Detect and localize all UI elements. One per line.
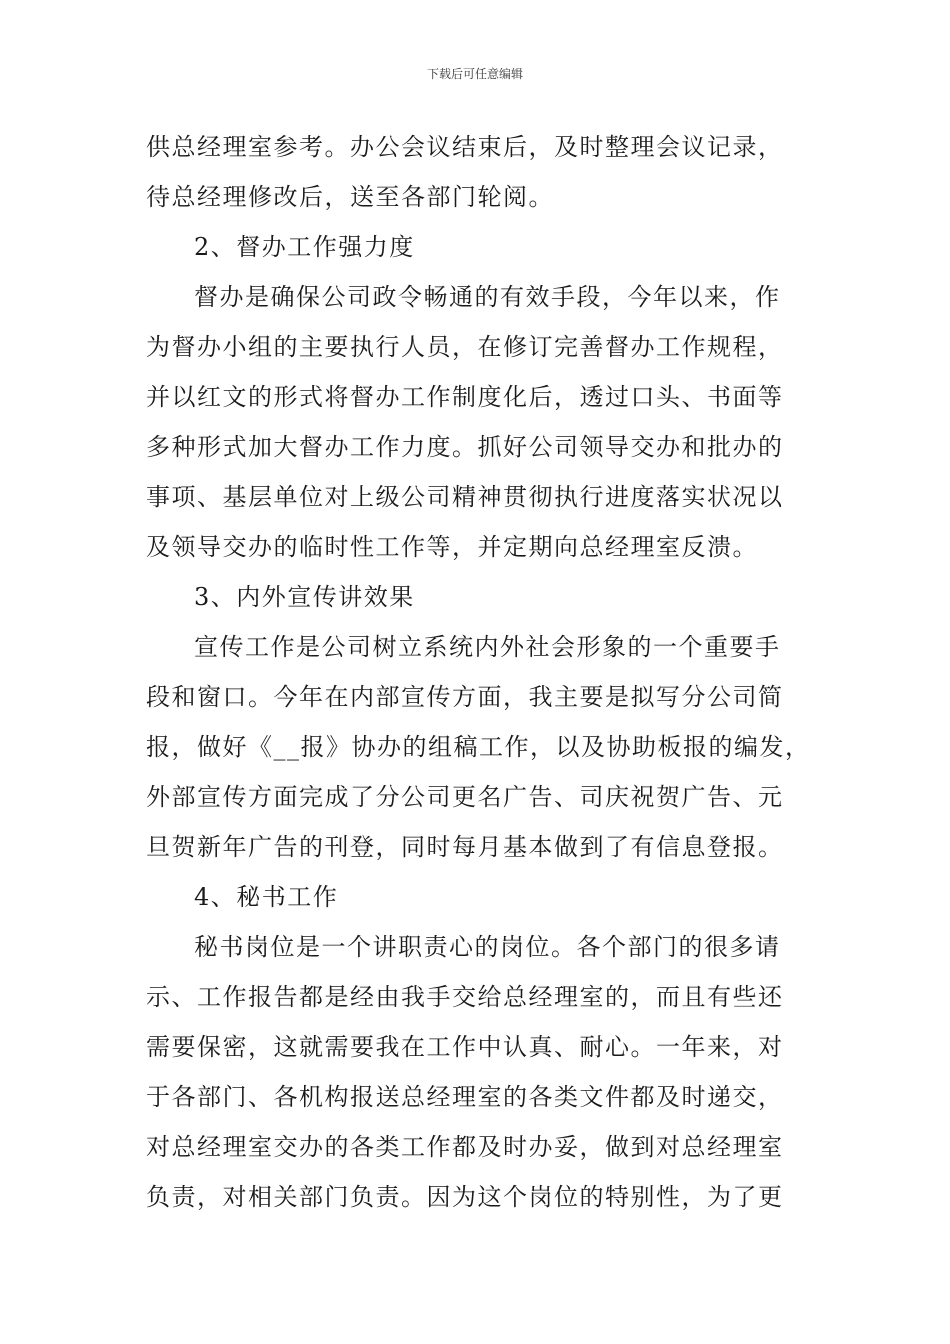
text-line: 对总经理室交办的各类工作都及时办妥，做到对总经理室 — [146, 1133, 784, 1161]
text-line: 2、督办工作强力度 — [194, 233, 415, 261]
text-line: 4、秘书工作 — [194, 883, 339, 911]
page-header: 下载后可任意编辑 — [426, 67, 523, 81]
text-line: 3、内外宣传讲效果 — [194, 583, 415, 611]
text-line: 报，做好《__报》协办的组稿工作，以及协助板报的编发， — [146, 733, 811, 761]
text-line: 段和窗口。今年在内部宣传方面，我主要是拟写分公司简 — [146, 683, 784, 711]
text-line: 供总经理室参考。办公会议结束后，及时整理会议记录， — [146, 133, 784, 161]
text-line: 多种形式加大督办工作力度。抓好公司领导交办和批办的 — [146, 433, 784, 461]
text-line: 负责，对相关部门负责。因为这个岗位的特别性，为了更 — [146, 1183, 784, 1211]
text-line: 于各部门、各机构报送总经理室的各类文件都及时递交， — [146, 1083, 784, 1111]
text-line: 并以红文的形式将督办工作制度化后，透过口头、书面等 — [146, 383, 784, 411]
text-line: 及领导交办的临时性工作等，并定期向总经理室反溃。 — [146, 533, 758, 561]
text-line: 需要保密，这就需要我在工作中认真、耐心。一年来，对 — [146, 1033, 784, 1061]
text-line: 督办是确保公司政令畅通的有效手段，今年以来，作 — [194, 283, 781, 311]
text-line: 外部宣传方面完成了分公司更名广告、司庆祝贺广告、元 — [146, 783, 784, 811]
text-line: 秘书岗位是一个讲职责心的岗位。各个部门的很多请 — [194, 933, 781, 961]
document-body — [146, 122, 814, 1222]
text-line: 宣传工作是公司树立系统内外社会形象的一个重要手 — [194, 633, 781, 661]
text-line: 为督办小组的主要执行人员，在修订完善督办工作规程， — [146, 333, 784, 361]
text-line: 旦贺新年广告的刊登，同时每月基本做到了有信息登报。 — [146, 833, 784, 861]
text-line: 示、工作报告都是经由我手交给总经理室的，而且有些还 — [146, 983, 784, 1011]
text-line: 待总经理修改后，送至各部门轮阅。 — [146, 183, 554, 211]
text-line: 事项、基层单位对上级公司精神贯彻执行进度落实状况以 — [146, 483, 784, 511]
